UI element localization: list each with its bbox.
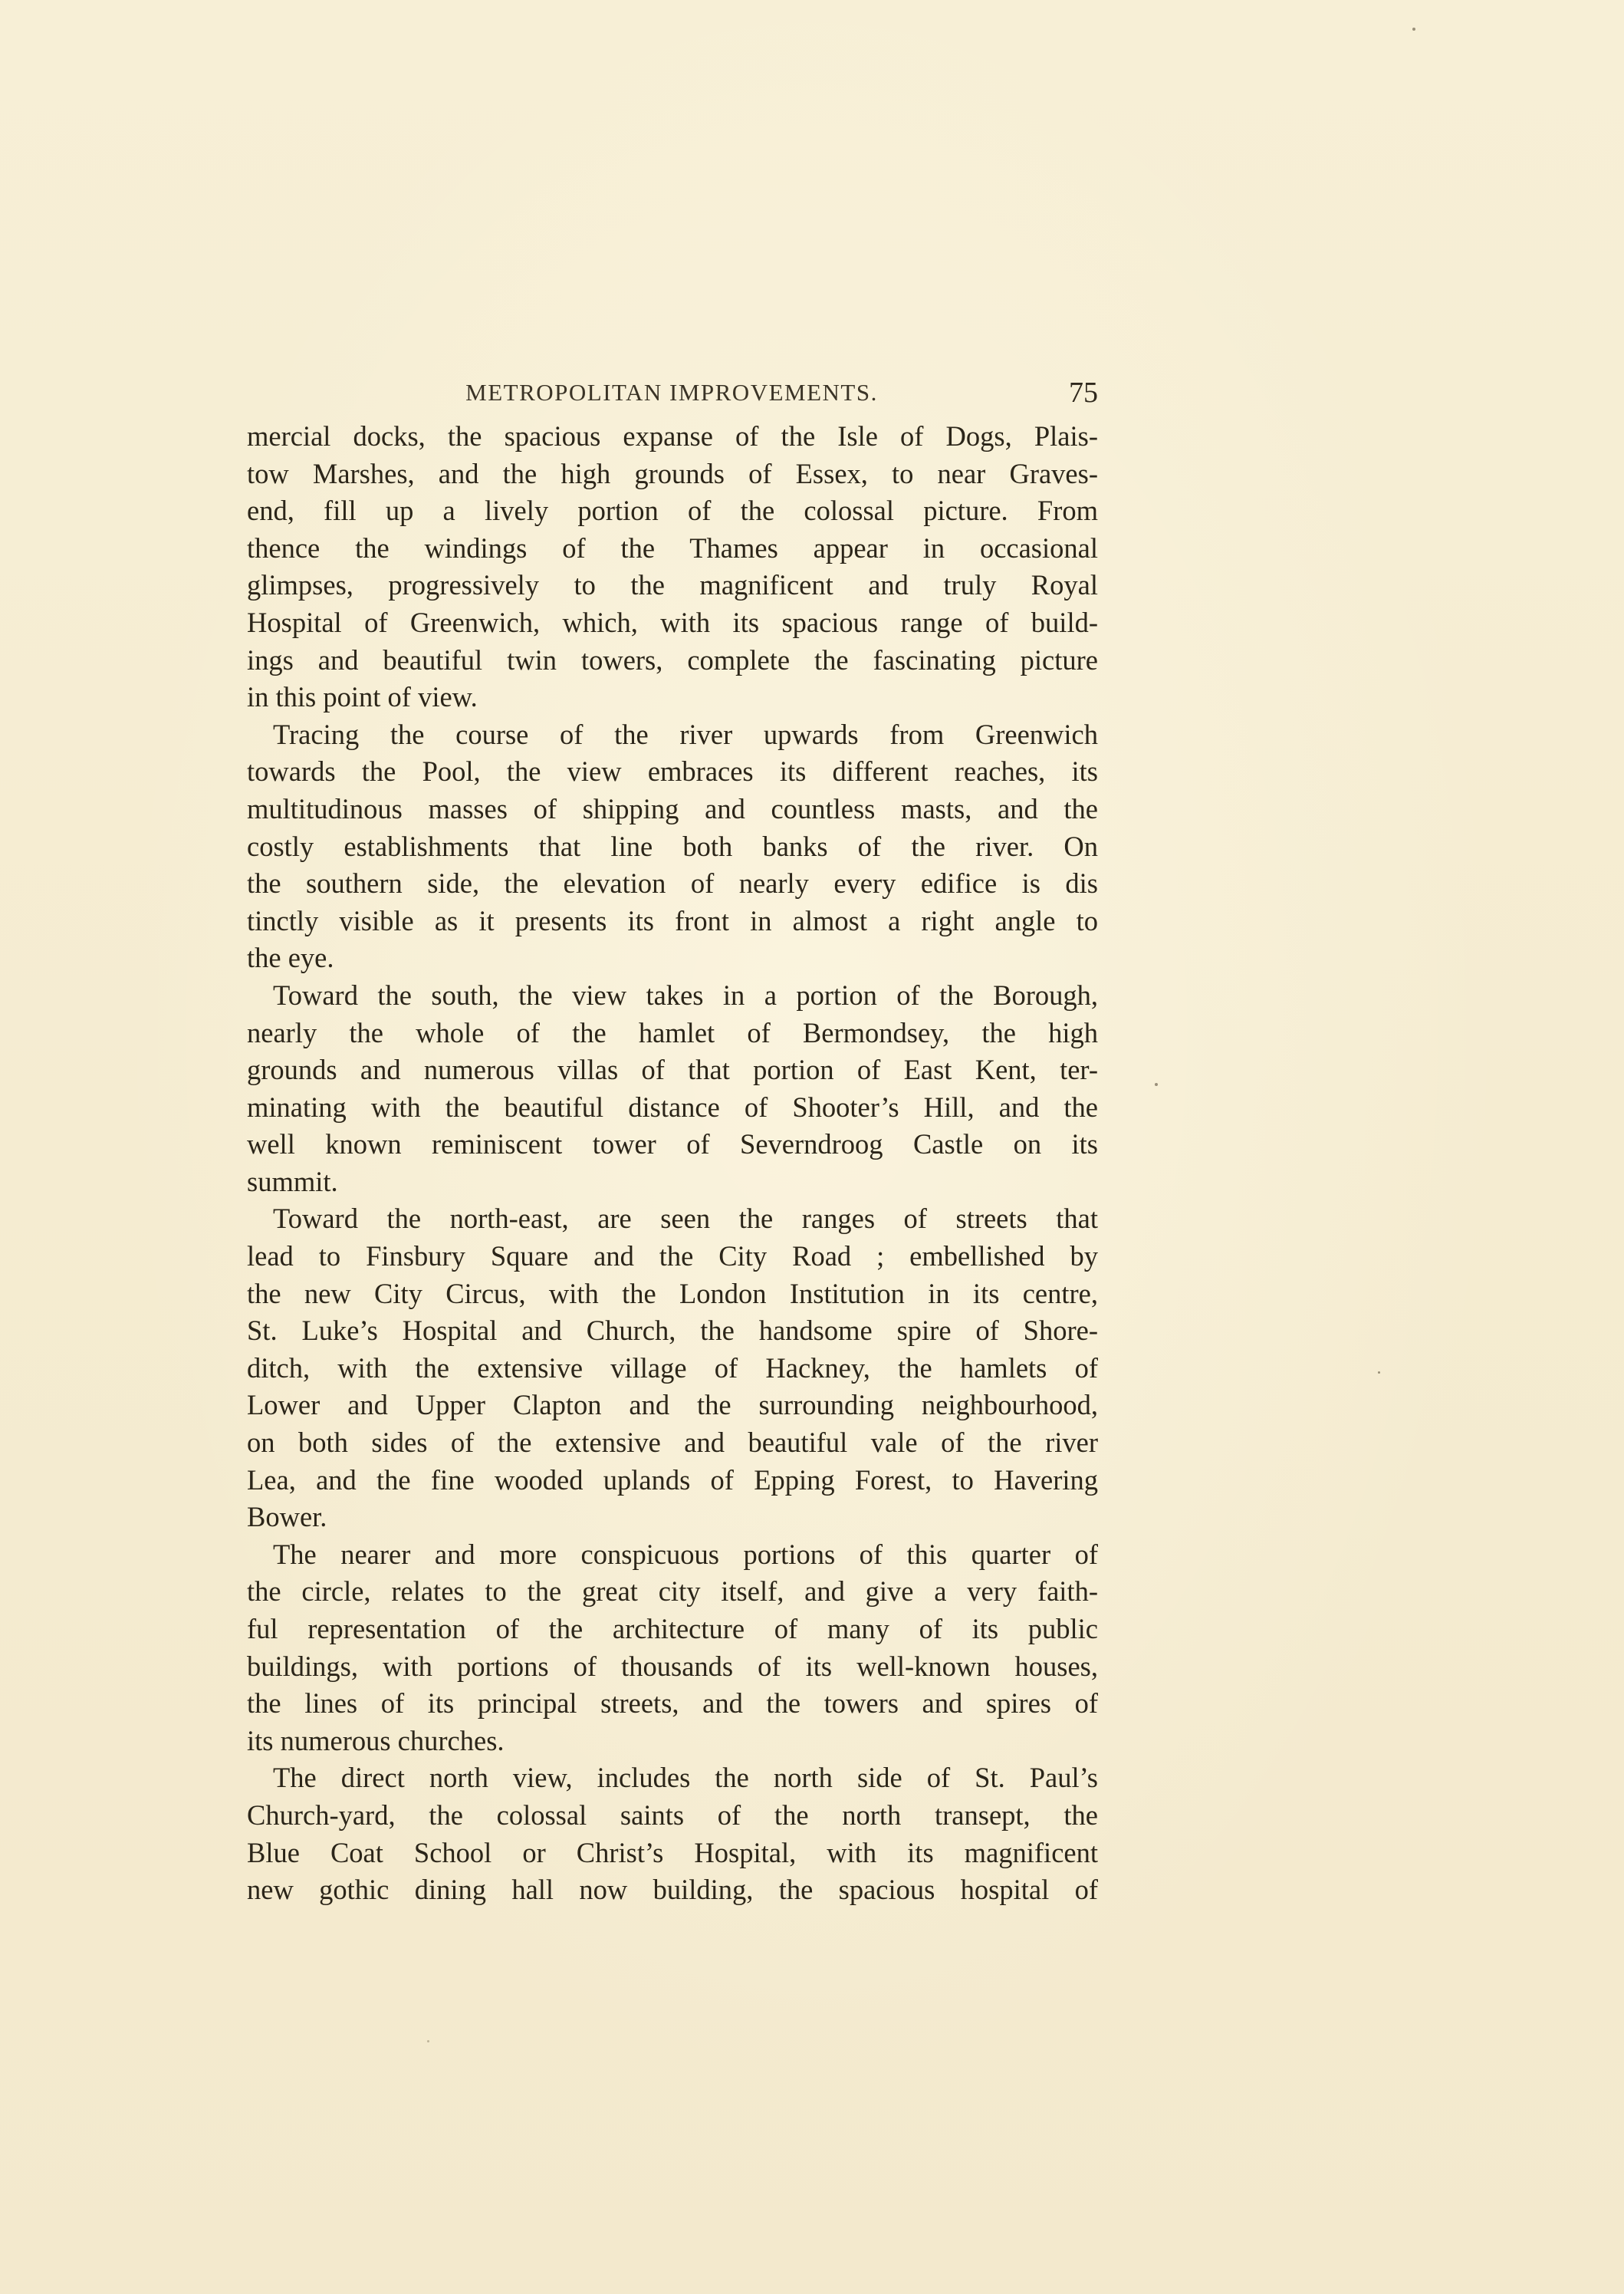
text-line: the new City Circus, with the London Institution in its centre, — [247, 1277, 1098, 1309]
paper-speck — [1412, 28, 1415, 31]
body-text — [247, 418, 1098, 1909]
text-line: well known reminiscent tower of Severndroog Castle on its — [247, 1128, 1098, 1160]
text-line: lead to Finsbury Square and the City Road ; embellished by — [247, 1240, 1098, 1272]
text-line: in this point of view. — [247, 681, 478, 713]
text-line: grounds and numerous villas of that portion of East Kent, ter- — [247, 1054, 1098, 1086]
text-line: glimpses, progressively to the magnificent and truly Royal — [247, 569, 1098, 601]
paper-speck — [1378, 1371, 1380, 1374]
text-line: Tracing the course of the river upwards from Greenwich — [273, 718, 1098, 750]
text-line: ings and beautiful twin towers, complete the fascinating picture — [247, 643, 1098, 676]
text-line: tow Marshes, and the high grounds of Essex, to near Graves- — [247, 457, 1098, 489]
text-line: the eye. — [247, 942, 334, 974]
text-line: The nearer and more conspicuous portions of this quarter of — [273, 1538, 1098, 1570]
text-line: summit. — [247, 1165, 338, 1197]
text-line: Lower and Upper Clapton and the surrounding neighbourhood, — [247, 1389, 1098, 1421]
text-line: its numerous churches. — [247, 1724, 505, 1756]
text-line: buildings, with portions of thousands of its well-known houses, — [247, 1650, 1098, 1682]
text-line: towards the Pool, the view embraces its different reaches, its — [247, 755, 1098, 788]
text-line: Bower. — [247, 1501, 327, 1533]
text-line: mercial docks, the spacious expanse of the Isle of Dogs, Plais- — [247, 420, 1098, 452]
text-line: Blue Coat School or Christ’s Hospital, with its magnificent — [247, 1836, 1098, 1868]
text-line: Hospital of Greenwich, which, with its spacious range of build- — [247, 606, 1098, 638]
text-line: Toward the north-east, are seen the ranges of streets that — [273, 1203, 1098, 1235]
text-line: multitudinous masses of shipping and countless masts, and the — [247, 792, 1098, 824]
text-line: tinctly visible as it presents its front in almost a right angle to — [247, 904, 1098, 936]
text-line: ful representation of the architecture of many of its public — [247, 1613, 1098, 1644]
text-line: Lea, and the fine wooded uplands of Epping Forest, to Havering — [247, 1463, 1098, 1496]
running-title: METROPOLITAN IMPROVEMENTS. — [465, 379, 878, 406]
text-line: Toward the south, the view takes in a portion of the Borough, — [273, 979, 1098, 1011]
text-line: The direct north view, includes the north side of St. Paul’s — [273, 1762, 1098, 1794]
text-line: the southern side, the elevation of nearly every edifice is dis — [247, 867, 1098, 900]
text-line: St. Luke’s Hospital and Church, the handsome spire of Shore- — [247, 1315, 1098, 1347]
text-line: the lines of its principal streets, and the towers and spires of — [247, 1687, 1098, 1720]
text-line: nearly the whole of the hamlet of Bermondsey, the high — [247, 1016, 1098, 1048]
running-head — [245, 370, 1098, 416]
text-line: end, fill up a lively portion of the colossal picture. From — [247, 495, 1098, 527]
text-line: minating with the beautiful distance of Shooter’s Hill, and the — [247, 1091, 1098, 1123]
page-number: 75 — [1069, 377, 1098, 409]
text-line: Church-yard, the colossal saints of the north transept, the — [247, 1799, 1098, 1831]
text-line: the circle, relates to the great city itself, and give a very faith- — [247, 1575, 1098, 1608]
text-line: costly establishments that line both banks of the river. On — [247, 830, 1098, 862]
paper-speck — [427, 2040, 429, 2042]
text-line: ditch, with the extensive village of Hackney, the hamlets of — [247, 1351, 1098, 1384]
text-line: on both sides of the extensive and beautiful vale of the river — [247, 1427, 1098, 1459]
paper-speck — [1155, 1083, 1158, 1086]
text-line: new gothic dining hall now building, the spacious hospital of — [247, 1874, 1098, 1906]
text-line: thence the windings of the Thames appear in occasional — [247, 532, 1098, 564]
